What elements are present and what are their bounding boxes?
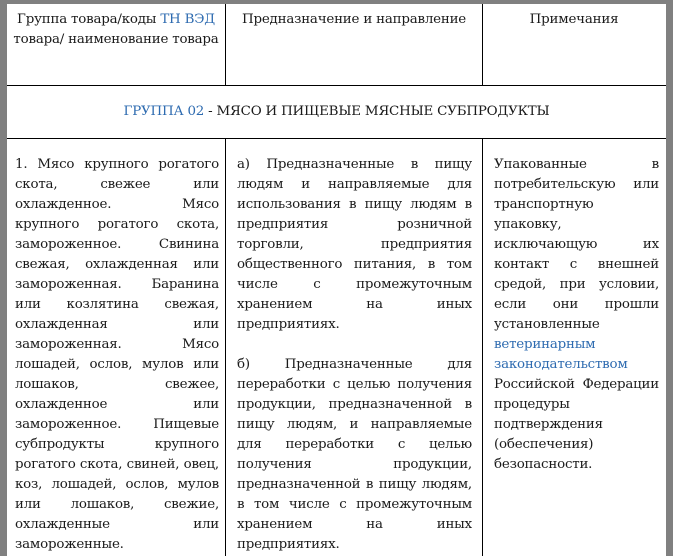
row-divider — [7, 138, 666, 139]
purpose-cell — [237, 155, 472, 555]
group-heading: ГРУППА 02 - МЯСО И ПИЩЕВЫЕ МЯСНЫЕ СУБПРОДУКТЫ — [123, 104, 550, 119]
tn-ved-link[interactable]: ТН ВЭД — [160, 12, 215, 27]
header-notes: Примечания — [529, 12, 619, 27]
header-product-group: Группа товара/коды ТН ВЭД товара/ наименование товара — [13, 12, 219, 47]
column-divider — [482, 138, 483, 556]
document-page — [7, 4, 666, 556]
notes-cell: Упакованные в потребительскую или транспортную упаковку, исключающую их контакт с внешней средой, при условии, если они прошли установленные ветеринарным законодательством Российской Федерации процедуры подтверждения (обеспечения) безопасности. — [494, 157, 659, 472]
column-divider — [482, 4, 483, 85]
veterinary-legislation-link[interactable]: ветеринарным законодательством — [494, 337, 628, 372]
column-divider — [225, 4, 226, 85]
purpose-a: а) Предназначенные в пищу людям и направляемые для использования в пищу людям в предприятия розничной торговли, предприятия общественного питания, в том числе с промежуточным хранением на иных предприятиях. — [237, 157, 472, 332]
group-02-link[interactable]: ГРУППА 02 — [123, 104, 205, 119]
purpose-b: б) Предназначенные для переработки с целью получения продукции, предназначенной в пищу людям, и направляемые для переработки с целью получения продукции, предназначенной в пищу людям, в том числе с промежуточным хранением на иных предприятиях. — [237, 357, 472, 552]
product-description: 1. Мясо крупного рогатого скота, свежее или охлажденное. Мясо крупного рогатого скота, замороженное. Свинина свежая, охлажденная или замороженная. Баранина или козлятина свежая, охлажденная или замороженная. Мясо лошадей, ослов, мулов или лошаков, свежее, охлажденное или замороженное. Пищевые субпродукты крупного рогатого скота, свиней, овец, коз, лошадей, ослов, мулов или лошаков, свежие, охлажденные или замороженные. — [15, 157, 219, 552]
row-divider — [7, 85, 666, 86]
header-purpose: Предназначение и направление — [241, 12, 467, 27]
column-divider — [225, 138, 226, 556]
